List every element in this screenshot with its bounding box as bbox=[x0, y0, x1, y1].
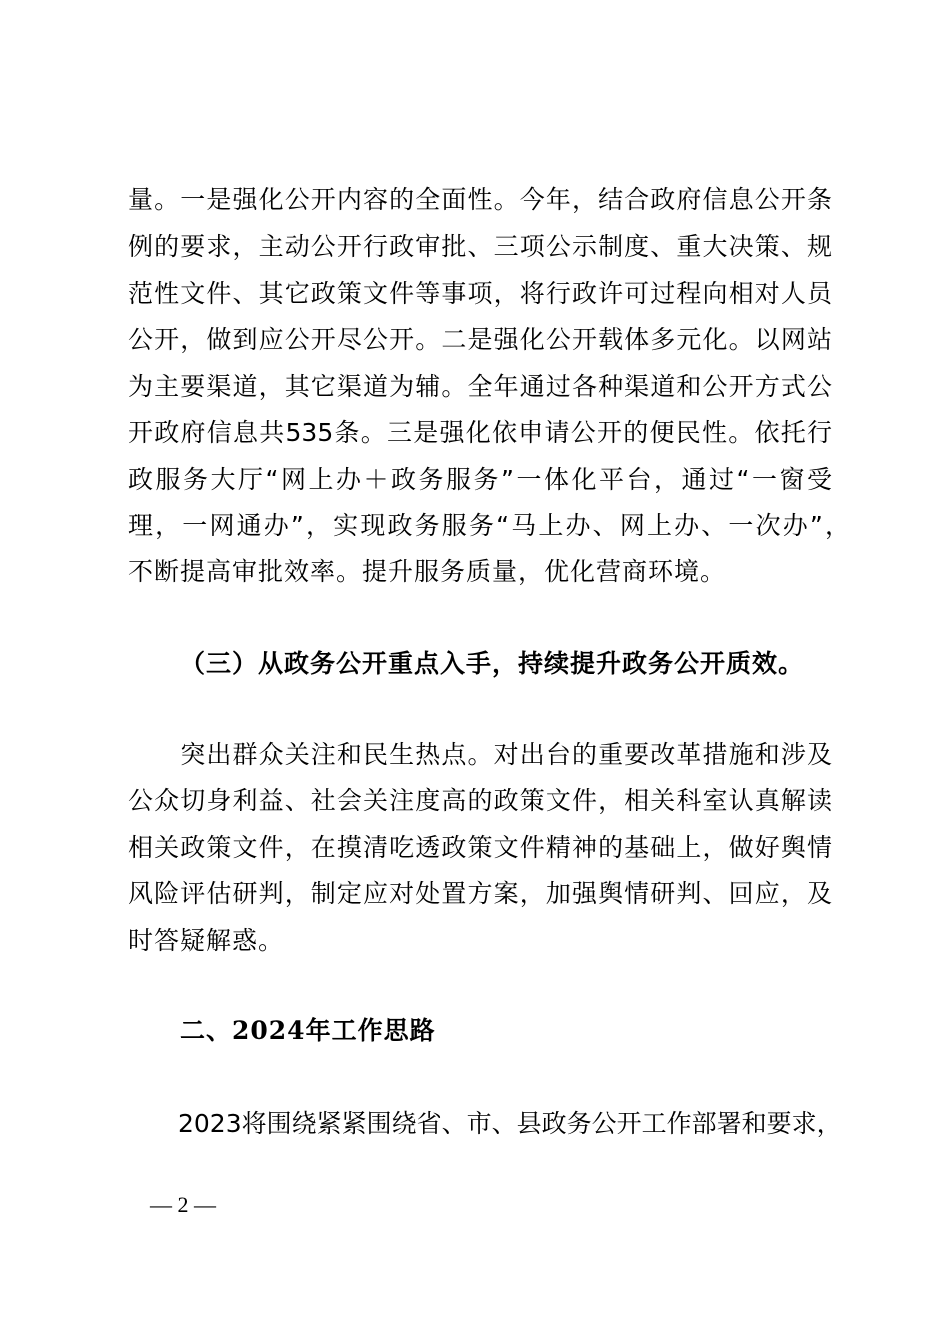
body-line: 政服务大厅“网上办＋政务服务”一体化平台，通过“一窗受 bbox=[128, 465, 832, 494]
body-line: 相关政策文件，在摸清吃透政策文件精神的基础上，做好舆情 bbox=[128, 833, 832, 862]
body-line: 公众切身利益、社会关注度高的政策文件，相关科室认真解读 bbox=[128, 786, 832, 815]
body-line: 理，一网通办”，实现政务服务“马上办、网上办、一次办”， bbox=[128, 511, 850, 540]
body-line: 风险评估研判，制定应对处置方案，加强舆情研判、回应，及 bbox=[128, 879, 832, 908]
body-line: 公开，做到应公开尽公开。二是强化公开载体多元化。以网站 bbox=[128, 325, 832, 354]
body-line: 为主要渠道，其它渠道为辅。全年通过各种渠道和公开方式公 bbox=[128, 372, 832, 401]
body-line: 例的要求，主动公开行政审批、三项公示制度、重大决策、规 bbox=[128, 232, 832, 261]
body-line: 范性文件、其它政策文件等事项，将行政许可过程向相对人员 bbox=[128, 279, 832, 308]
body-line: 时答疑解惑。 bbox=[128, 926, 285, 955]
body-line: 2023将围绕紧紧围绕省、市、县政务公开工作部署和要求， bbox=[128, 1109, 842, 1138]
page-number: — 2 — bbox=[150, 1192, 216, 1217]
body-line: 量。一是强化公开内容的全面性。今年，结合政府信息公开条 bbox=[128, 185, 832, 214]
body-line: 突出群众关注和民生热点。对出台的重要改革措施和涉及 bbox=[128, 740, 832, 769]
body-line: 开政府信息共535条。三是强化依申请公开的便民性。依托行 bbox=[128, 418, 832, 447]
body-line: 不断提高审批效率。提升服务质量，优化营商环境。 bbox=[128, 557, 727, 586]
section-heading: 二、2024年工作思路 bbox=[180, 1016, 436, 1045]
subheading: （三）从政务公开重点入手，持续提升政务公开质效。 bbox=[180, 649, 805, 678]
